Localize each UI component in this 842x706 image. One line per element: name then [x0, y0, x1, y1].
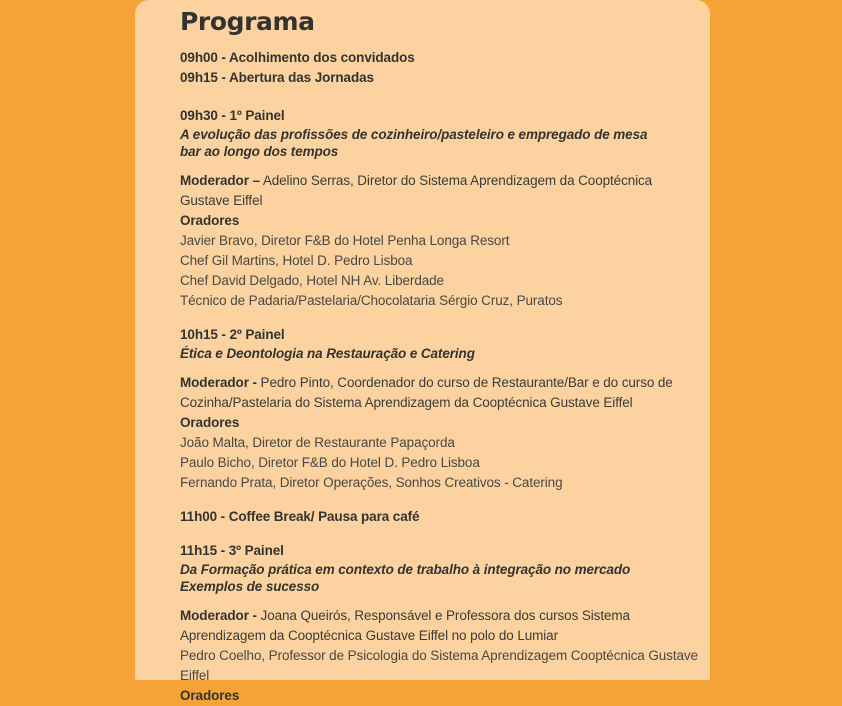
agenda-block-break — [180, 507, 700, 527]
agenda-block-opening — [180, 48, 700, 88]
panel-2-speaker-2: Paulo Bicho, Diretor F&B do Hotel D. Pedro Lisboa — [180, 454, 480, 470]
panel-3-speakers-label: Oradores — [180, 687, 240, 703]
panel-1-speakers-label: Oradores — [180, 212, 240, 228]
panel-2-speakers-label: Oradores — [180, 414, 240, 430]
panel-1-moderator-text: Adelino Serras, Diretor do Sistema Aprendizagem da Cooptécnica Gustave Eiffel — [180, 172, 653, 208]
panel-1-subtitle-line-2: bar ao longo dos tempos — [180, 143, 339, 159]
programme-panel — [135, 0, 710, 703]
panel-3-moderator-label: Moderador - — [180, 607, 257, 623]
agenda-item-opening-1: 09h00 - Acolhimento dos convidados — [180, 49, 415, 65]
agenda-list — [180, 48, 700, 706]
panel-3-moderator-text: Joana Queirós, Responsável e Professora dos cursos Sistema Aprendizagem da Cooptécnica Gustave Eiffel no polo do Lumiar — [180, 607, 630, 643]
panel-1-speaker-2: Chef Gil Martins, Hotel D. Pedro Lisboa — [180, 252, 413, 268]
panel-1-moderator-label: Moderador – — [180, 172, 260, 188]
panel-2-speaker-3: Fernando Prata, Diretor Operações, Sonhos Creativos - Catering — [180, 474, 563, 490]
panel-1-moderator — [180, 171, 700, 211]
panel-1-time-label: 09h30 - 1º Painel — [180, 107, 285, 123]
programme-content — [135, 0, 710, 706]
panel-2-moderator-label: Moderador - — [180, 374, 257, 390]
panel-3-time-label: 11h15 - 3º Painel — [180, 542, 284, 558]
panel-2-subtitle-line-1: Ética e Deontologia na Restauração e Catering — [180, 345, 475, 361]
spacer — [180, 595, 700, 606]
panel-1-heading — [180, 106, 700, 160]
panel-1-speaker-1: Javier Bravo, Diretor F&B do Hotel Penha Longa Resort — [180, 232, 510, 248]
spacer — [180, 95, 700, 106]
agenda-block-panel-1 — [180, 106, 700, 311]
panel-1-subtitle-line-1: A evolução das profissões de cozinheiro/pasteleiro e empregado de mesa — [180, 126, 648, 142]
page-title: Programa — [180, 7, 315, 36]
panel-3-heading — [180, 541, 700, 595]
panel-3-moderator — [180, 606, 700, 646]
panel-3-subtitle-line-2: Exemplos de sucesso — [180, 578, 320, 594]
panel-2-heading — [180, 325, 700, 362]
panel-3-subtitle-line-1: Da Formação prática em contexto de trabalho à integração no mercado — [180, 561, 631, 577]
spacer — [180, 362, 700, 373]
panel-2-moderator — [180, 373, 700, 413]
break-label: 11h00 - Coffee Break/ Pausa para café — [180, 508, 420, 524]
panel-2-time-label: 10h15 - 2º Painel — [180, 326, 285, 342]
panel-2-speaker-1: João Malta, Diretor de Restaurante Papaçorda — [180, 434, 455, 450]
panel-3-extra-person: Pedro Coelho, Professor de Psicologia do Sistema Aprendizagem Cooptécnica Gustave Eiffel — [180, 647, 698, 683]
panel-2-moderator-text: Pedro Pinto, Coordenador do curso de Restaurante/Bar e do curso de Cozinha/Pastelaria do Sistema Aprendizagem da Cooptécnica Gustave Eiffel — [180, 374, 673, 410]
agenda-item-opening-2: 09h15 - Abertura das Jornadas — [180, 69, 374, 85]
panel-1-speaker-4: Técnico de Padaria/Pastelaria/Chocolataria Sérgio Cruz, Puratos — [180, 292, 563, 308]
spacer — [180, 160, 700, 171]
panel-1-speaker-3: Chef David Delgado, Hotel NH Av. Liberdade — [180, 272, 444, 288]
agenda-block-panel-3 — [180, 541, 700, 706]
agenda-block-panel-2 — [180, 325, 700, 493]
